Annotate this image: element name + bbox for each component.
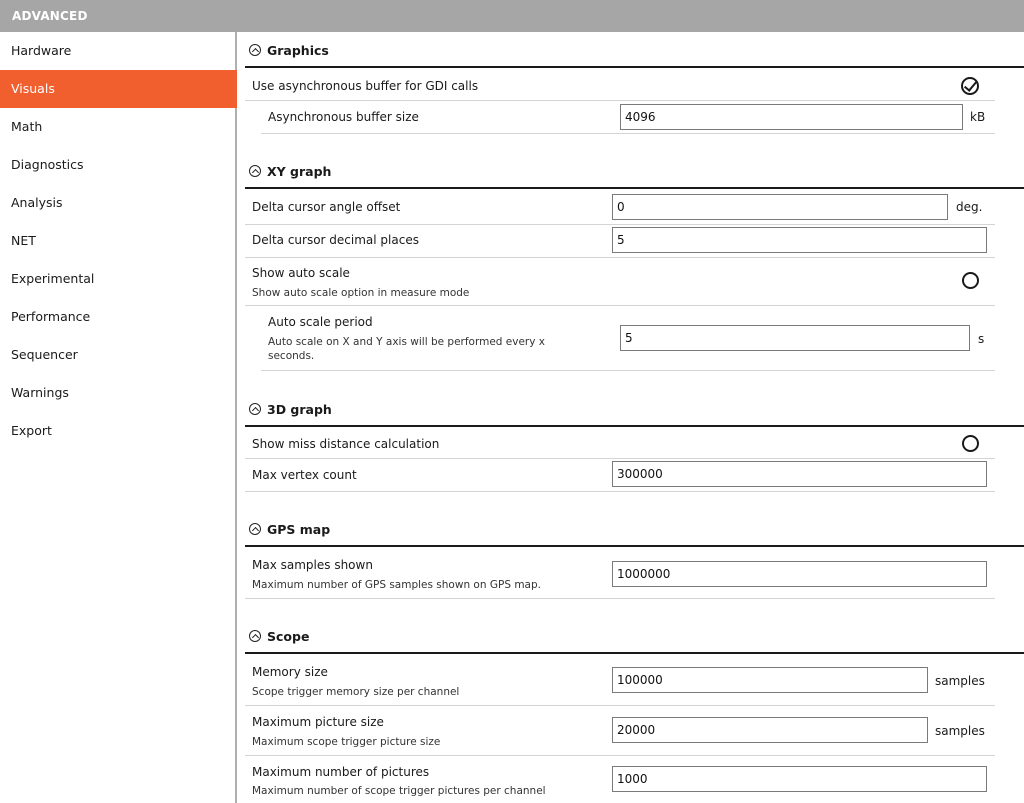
auto-scale-period-unit: s — [978, 332, 985, 346]
miss-distance-toggle[interactable] — [962, 435, 979, 452]
vertex-count-input[interactable] — [612, 461, 987, 487]
buffer-size-input[interactable] — [620, 104, 963, 130]
section-header-scope[interactable] — [249, 628, 309, 646]
decimal-places-input[interactable] — [612, 227, 987, 253]
max-samples-label: Max samples shown — [252, 558, 373, 572]
row-divider — [245, 257, 995, 258]
async-buffer-label: Use asynchronous buffer for GDI calls — [252, 79, 479, 93]
panel-title: ADVANCED — [0, 0, 1024, 32]
row-divider — [245, 305, 995, 306]
vertex-count-label: Max vertex count — [252, 468, 357, 482]
memory-size-label: Memory size — [252, 665, 328, 679]
section-divider — [245, 545, 1024, 547]
row-divider — [245, 598, 995, 599]
angle-offset-label: Delta cursor angle offset — [252, 200, 401, 214]
picture-size-description: Maximum scope trigger picture size — [252, 736, 441, 748]
auto-scale-toggle[interactable] — [962, 272, 979, 289]
sidebar-item-math[interactable]: Math — [11, 119, 43, 134]
collapse-chevron-icon[interactable] — [249, 165, 261, 177]
auto-scale-label: Show auto scale — [252, 266, 350, 280]
section-header-3d-graph[interactable] — [249, 401, 332, 419]
collapse-chevron-icon[interactable] — [249, 403, 261, 415]
auto-scale-period-label: Auto scale period — [268, 315, 373, 329]
buffer-size-unit: kB — [970, 110, 986, 124]
auto-scale-period-input[interactable] — [620, 325, 970, 351]
sidebar-item-sequencer[interactable]: Sequencer — [11, 347, 78, 362]
sidebar-item-net[interactable]: NET — [11, 233, 36, 248]
section-header-xy-graph[interactable] — [249, 163, 331, 181]
angle-offset-input[interactable] — [612, 194, 948, 220]
collapse-chevron-icon[interactable] — [249, 630, 261, 642]
row-divider — [245, 224, 995, 225]
section-header-gps-map[interactable] — [249, 521, 330, 539]
pictures-label: Maximum number of pictures — [252, 765, 430, 779]
section-title: 3D graph — [267, 402, 332, 417]
sidebar-item-performance[interactable]: Performance — [11, 309, 91, 324]
section-divider — [245, 425, 1024, 427]
picture-size-label: Maximum picture size — [252, 715, 384, 729]
auto-scale-description: Show auto scale option in measure mode — [252, 287, 470, 299]
pictures-input[interactable] — [612, 766, 987, 792]
row-divider — [245, 491, 995, 492]
row-divider — [245, 755, 995, 756]
row-divider — [245, 705, 995, 706]
sidebar-item-visuals[interactable]: Visuals — [0, 70, 237, 108]
row-divider — [261, 133, 995, 134]
sidebar-item-experimental[interactable]: Experimental — [11, 271, 95, 286]
sidebar-item-diagnostics[interactable]: Diagnostics — [11, 157, 84, 172]
picture-size-input[interactable] — [612, 717, 928, 743]
sidebar-item-analysis[interactable]: Analysis — [11, 195, 63, 210]
memory-size-input[interactable] — [612, 667, 928, 693]
pictures-description: Maximum number of scope trigger pictures per channel — [252, 785, 546, 797]
max-samples-input[interactable] — [612, 561, 987, 587]
sidebar — [0, 32, 237, 803]
sidebar-item-export[interactable]: Export — [11, 423, 52, 438]
collapse-chevron-icon[interactable] — [249, 523, 261, 535]
auto-scale-period-description: Auto scale on X and Y axis will be performed every x seconds. — [268, 336, 546, 362]
section-divider — [245, 66, 1024, 68]
section-divider — [245, 187, 1024, 189]
section-divider — [245, 652, 1024, 654]
memory-size-unit: samples — [935, 674, 985, 688]
picture-size-unit: samples — [935, 724, 985, 738]
buffer-size-label: Asynchronous buffer size — [268, 110, 419, 124]
decimal-places-label: Delta cursor decimal places — [252, 233, 419, 247]
section-title: XY graph — [267, 164, 332, 179]
row-divider — [245, 100, 995, 101]
section-title: Graphics — [267, 43, 329, 58]
settings-content — [239, 32, 1024, 803]
sidebar-item-hardware[interactable]: Hardware — [11, 43, 72, 58]
async-buffer-checkbox[interactable] — [961, 77, 979, 95]
miss-distance-label: Show miss distance calculation — [252, 437, 440, 451]
sidebar-item-warnings[interactable]: Warnings — [11, 385, 69, 400]
row-divider — [245, 458, 995, 459]
collapse-chevron-icon[interactable] — [249, 44, 261, 56]
max-samples-description: Maximum number of GPS samples shown on GPS map. — [252, 579, 541, 591]
section-title: GPS map — [267, 522, 331, 537]
row-divider — [261, 370, 995, 371]
memory-size-description: Scope trigger memory size per channel — [252, 686, 460, 698]
angle-offset-unit: deg. — [956, 200, 983, 214]
section-title: Scope — [267, 629, 310, 644]
section-header-graphics[interactable] — [249, 42, 329, 60]
